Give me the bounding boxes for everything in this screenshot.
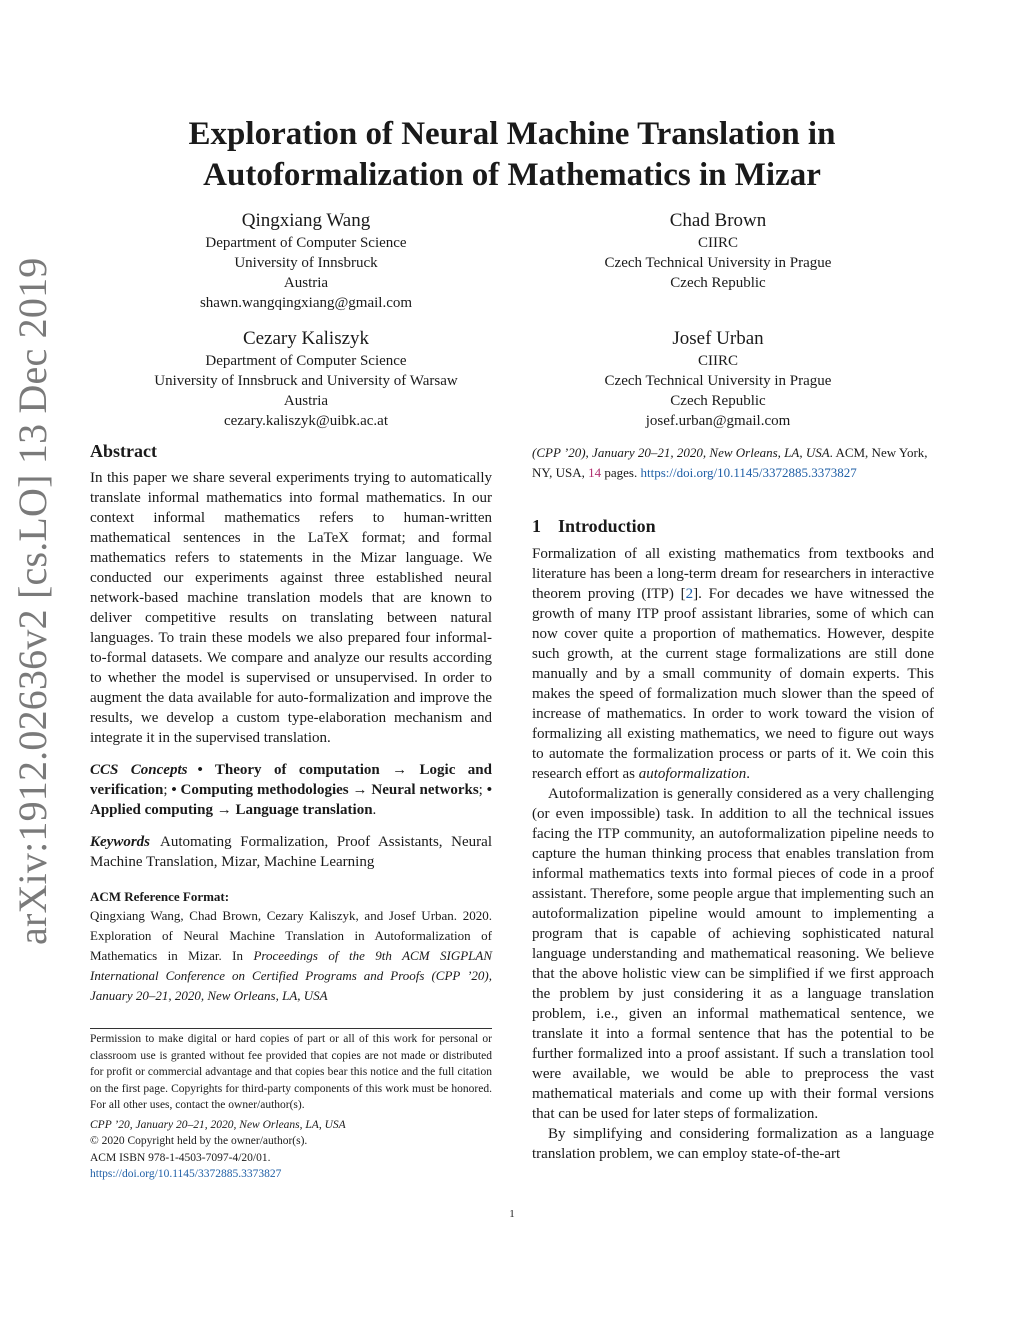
section-title: Introduction [558,516,656,536]
ccs-separator: ; [478,782,483,798]
footnote-conference: CPP ’20, January 20–21, 2020, New Orleans, LA, USA [90,1118,346,1131]
intro-text: . [746,766,751,782]
left-column [90,441,492,1006]
acm-ref-part: pages. [601,465,641,480]
author-name: Chad Brown [669,210,767,231]
author-affiliation: Department of Computer Science [205,235,407,251]
keywords [90,832,492,872]
ccs-label: CCS Concepts [90,762,188,778]
footnote [90,1031,492,1183]
author-affiliation: CIIRC [697,235,738,251]
ccs-separator: ; [163,782,168,798]
acm-ref-venue-cont: (CPP ’20), January 20–21, 2020, New Orleans, LA, USA [532,445,830,460]
section-heading [532,514,934,538]
intro-paragraph-1 [532,544,934,784]
ccs-concepts [90,760,492,820]
abstract-heading: Abstract [90,441,157,461]
author-affiliation: University of Innsbruck [234,255,378,271]
author-email: shawn.wangqingxiang@gmail.com [199,295,413,311]
author-block-wang [106,209,506,313]
author-email: josef.urban@gmail.com [645,413,791,429]
footnote-doi-link[interactable]: https://doi.org/10.1145/3372885.3373827 [90,1168,282,1180]
footnote-copyright: © 2020 Copyright held by the owner/author(s). [90,1135,308,1147]
author-country: Austria [283,393,329,409]
page-count-link[interactable]: 14 [588,465,602,480]
acm-ref-continuation [532,443,934,483]
acm-ref-part: . ACM, New York, NY, USA, [532,445,928,480]
author-affiliation: CIIRC [697,353,738,369]
intro-paragraph-3: By simplifying and considering formalization as a language translation problem, we can employ state-of-the-art [532,1126,934,1162]
acm-ref-text [90,906,492,1006]
page-number: 1 [509,1208,515,1220]
acm-ref-part: Qingxiang Wang, Chad Brown, Cezary Kaliszyk, and Josef Urban. 2020. Exploration of Neural Machine Translation in Autoformalization of Mathematics in Mizar. In [90,908,492,963]
section-number: 1 [532,516,541,536]
citation-link[interactable]: 2 [685,586,694,602]
ccs-end: . [372,802,377,818]
footnote-isbn: ACM ISBN 978-1-4503-7097-4/20/01. [90,1151,271,1164]
author-affiliation: Czech Technical University in Prague [604,373,832,389]
acm-ref-heading: ACM Reference Format: [90,889,230,904]
intro-text: ]. For decades we have witnessed the growth of many ITP proof assistant libraries, some of which can now cover quite a proportion of mathematics. However, despite such growth, at the current stage formalizations are still done manually and by a small community of domain experts. This makes the speed of formalization much slower than the speed of increase of mathematics. In order to work toward the vision of formalizing all existing mathematics, we need to figure out ways to automate the formalization process or parts of it. We coin this research effort as [532,586,935,782]
ccs-item: • Computing methodologies → Neural networks [171,782,479,798]
author-affiliation: Czech Technical University in Prague [604,255,832,271]
keywords-text: Automating Formalization, Proof Assistants, Neural Machine Translation, Mizar, Machine Learning [90,834,492,870]
abstract-text: In this paper we share several experiments trying to automatically translate informal mathematics into formal mathematics. In our context informal mathematics refers to human-written mathematical sentences in the LaTeX format; and formal mathematics refers to statements in the Mizar language. We conducted our experiments against three established neural network-based machine translation models that are known to deliver competitive results on translating between natural languages. To train these models we also prepared four informal-to-formal datasets. We compare and analyze our results according to whether the model is supervised or unsupervised. In order to augment the data available for auto-formalization and improve the results, we develop a custom type-elaboration mechanism and integrate it in the supervised translation. [90,470,492,746]
author-country: Czech Republic [670,393,766,409]
intro-paragraph-2: Autoformalization is generally considered as a very challenging (or even impossible) task. In addition to all the technical issues facing the ITP community, an autoformalization pipeline needs to capture the human thinking process that enables translation from informal mathematics texts into formal pieces of code in a proof assistant. Therefore, some people argue that implementing such an autoformalization pipeline would amount to implementing a program that is capable of achieving sophisticated natural language understanding and mathematical reasoning. We believe that the above holistic view can be simplified if we first approach the problem by just considering it as a language translation problem, i.e., given an informal mathematical sentence, we translate it into a formal sentence that has the potential to be further formalized into a proof assistant. If such a translation tool were available, we would be able to preprocess the vast mathematical materials and come up with their formal versions that can be used for later steps of formalization. [532,786,934,1122]
author-block-kaliszyk [106,327,506,431]
title-line-1: Exploration of Neural Machine Translation in [188,116,836,152]
author-name: Qingxiang Wang [241,210,371,231]
author-affiliation: Department of Computer Science [205,353,407,369]
title-line-2: Autoformalization of Mathematics in Mizar [203,157,821,193]
acm-ref-venue: Proceedings of the 9th ACM SIGPLAN International Conference on Certified Programs and Proofs (CPP ’20), January 20–21, 2020, New Orleans, LA, USA [90,948,492,1003]
keywords-label: Keywords [90,834,150,850]
author-email: cezary.kaliszyk@uibk.ac.at [223,413,388,429]
ccs-item: • Applied computing → Language translation [90,782,492,818]
intro-emphasis: autoformalization [638,766,747,782]
intro-text: Formalization of all existing mathematics from textbooks and literature has been a long-term dream for researchers in interactive theorem proving (ITP) [ [532,546,934,602]
author-country: Austria [283,275,329,291]
author-name: Cezary Kaliszyk [242,328,370,349]
paper-title [0,114,1024,196]
doi-link[interactable]: https://doi.org/10.1145/3372885.3373827 [640,465,857,480]
ccs-item: • Theory of computation → Logic and verification [90,762,492,798]
author-block-brown [518,209,918,293]
introduction-section [532,514,934,1164]
author-name: Josef Urban [672,328,764,349]
arxiv-stamp: arXiv:1912.02636v2 [cs.LO] 13 Dec 2019 [10,257,55,945]
author-country: Czech Republic [670,275,766,291]
footnote-rule [90,1028,492,1029]
author-affiliation: University of Innsbruck and University of Warsaw [154,373,458,389]
footnote-permission: Permission to make digital or hard copies of part or all of this work for personal or classroom use is granted without fee provided that copies are not made or distributed for profit or commercial advantage and that copies bear this notice and the full citation on the first page. Copyrights for third-party components of this work must be honored. For all other uses, contact the owner/author(s). [90,1033,492,1111]
author-block-urban [518,327,918,431]
